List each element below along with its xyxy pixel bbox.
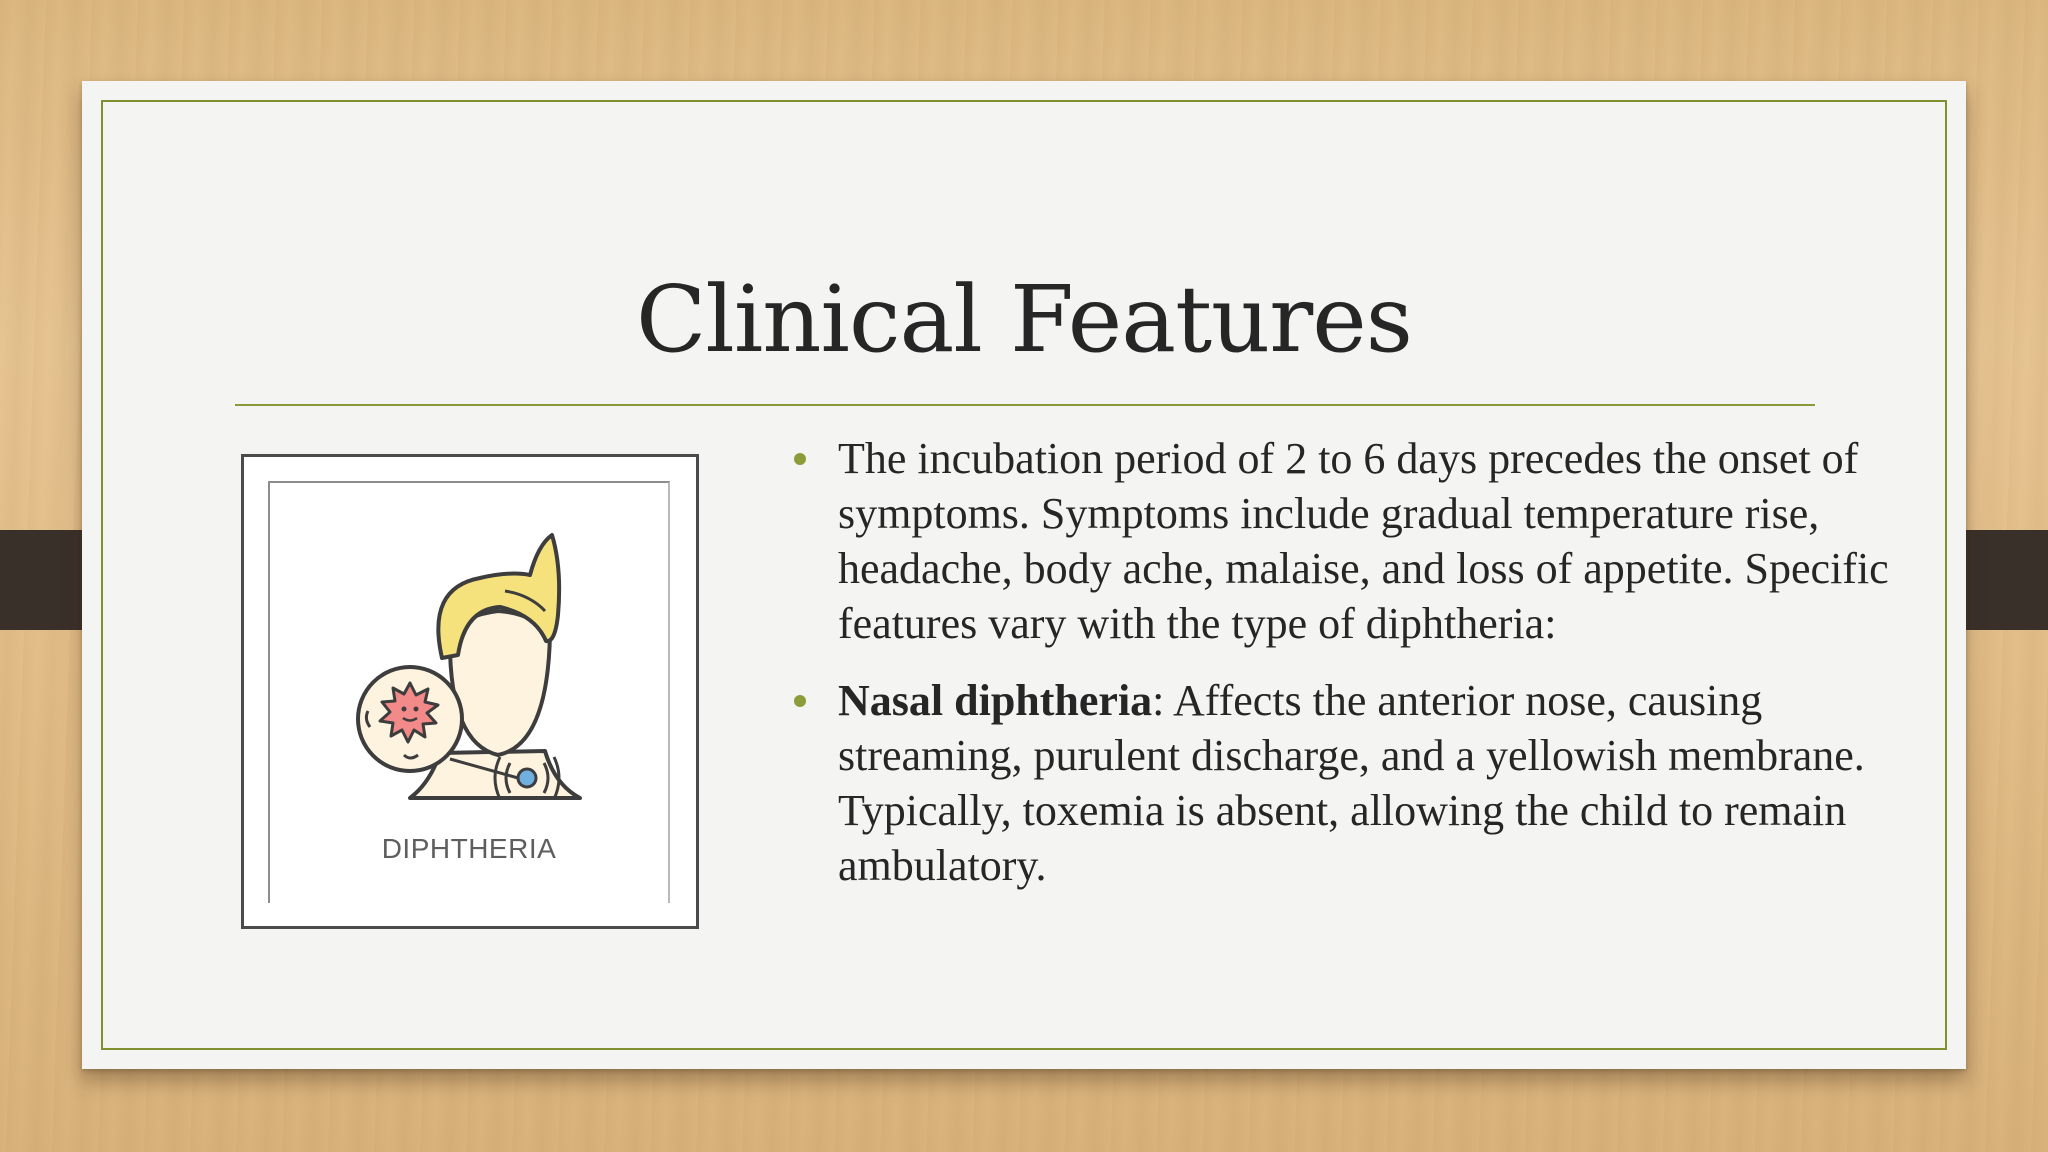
bullet-dot bbox=[794, 695, 806, 707]
bullet-item-incubation bbox=[788, 431, 1898, 651]
slide-card bbox=[82, 81, 1966, 1069]
illustration-caption: DIPHTHERIA bbox=[381, 833, 557, 864]
bullet-text: The incubation period of 2 to 6 days precedes the onset of symptoms. Symptoms include gradual temperature rise, headache, body ache, malaise, and loss of appetite. Specific features vary with the type of diphtheria: bbox=[838, 434, 1889, 648]
bullet-text: : Affects the anterior nose, causing streaming, purulent discharge, and a yellowish membrane. Typically, toxemia is absent, allowing the child to remain ambulatory. bbox=[838, 676, 1865, 890]
bullet-list bbox=[788, 431, 1898, 915]
bullet-dot bbox=[794, 453, 806, 465]
photo-inner-frame bbox=[268, 481, 670, 903]
bullet-item-nasal-diphtheria bbox=[788, 673, 1898, 893]
diphtheria-photo bbox=[241, 454, 699, 929]
bullet-lead: Nasal diphtheria bbox=[838, 676, 1153, 725]
diphtheria-illustration-icon bbox=[330, 523, 610, 823]
title-divider bbox=[235, 404, 1815, 406]
slide-title: Clinical Features bbox=[636, 266, 1412, 373]
